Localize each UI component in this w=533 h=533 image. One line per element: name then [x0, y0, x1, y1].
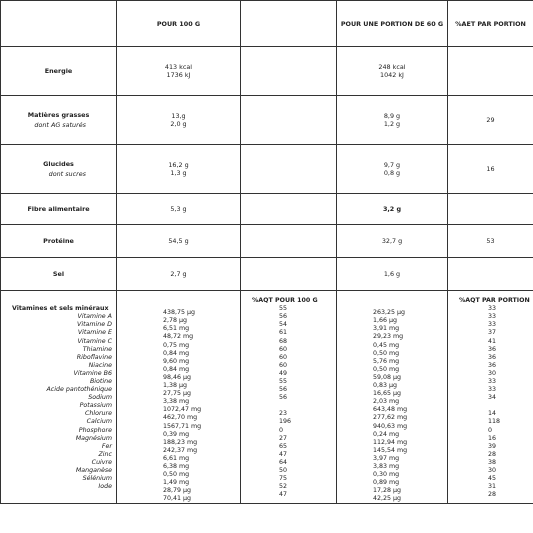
vitamins-names-list	[1, 313, 116, 491]
energy-portion-kcal: 248 kcal	[378, 63, 406, 71]
vitamin-aqt100-value: 60	[279, 361, 288, 369]
fat-label-cell	[1, 96, 117, 145]
vitamin-per100-value: 0,84 mg	[163, 365, 190, 373]
fat-blank	[241, 96, 337, 145]
vitamin-name: Niacine	[88, 361, 112, 369]
aqt-portion-header: %AQT PAR PORTION	[459, 297, 530, 305]
vitamin-aqt-portion-value: 33	[488, 305, 497, 313]
vitamin-aqt100-value: 27	[279, 434, 288, 442]
vitamins-aqt-portion-list	[448, 305, 533, 499]
vitamin-per100-value: 0,75 mg	[163, 341, 190, 349]
vitamin-name: Potassium	[79, 402, 112, 410]
vitamin-per100-value: 438,75 µg	[163, 309, 196, 317]
vitamin-portion-value: 0,24 mg	[373, 430, 400, 438]
vitamin-aqt-portion-value: 16	[488, 434, 497, 442]
salt-label: Sel	[1, 258, 117, 291]
protein-label: Protéine	[1, 225, 117, 258]
vitamin-name: Sodium	[88, 394, 112, 402]
vitamin-aqt-portion-value: 39	[488, 442, 497, 450]
vitamin-name: Phosphore	[78, 426, 112, 434]
fiber-aet	[448, 194, 533, 225]
carbs-portion	[337, 145, 448, 194]
vitamin-portion-value: 145,54 mg	[373, 446, 408, 454]
vitamins-row	[1, 291, 533, 504]
vitamin-per100-value: 1,38 µg	[163, 382, 188, 390]
vitamin-portion-value: 263,25 µg	[373, 309, 406, 317]
vitamins-aqt-portion-cell	[448, 291, 533, 504]
vitamin-portion-value: 17,28 µg	[373, 487, 402, 495]
energy-portion	[337, 47, 448, 96]
carbs-label-cell	[1, 145, 117, 194]
header-per100: POUR 100 G	[117, 1, 241, 47]
fiber-per100: 5,3 g	[117, 194, 241, 225]
vitamin-portion-value: 59,08 µg	[373, 373, 402, 381]
vitamin-per100-value: 6,61 mg	[163, 454, 190, 462]
vitamins-aqt100-cell	[241, 291, 337, 504]
carbs-per100-total: 16,2 g	[168, 161, 189, 169]
vitamin-name: Vitamine C	[77, 337, 112, 345]
salt-row	[1, 258, 533, 291]
header-empty	[1, 1, 117, 47]
vitamin-aqt100-value: 52	[279, 483, 288, 491]
protein-per100: 54,5 g	[117, 225, 241, 258]
vitamin-aqt100-value: 0	[279, 426, 284, 434]
vitamin-portion-value: 3,97 mg	[373, 454, 400, 462]
vitamin-per100-value: 98,46 µg	[163, 373, 192, 381]
vitamin-per100-value: 2,78 µg	[163, 317, 188, 325]
vitamin-aqt-portion-value: 36	[488, 345, 497, 353]
fat-per100	[117, 96, 241, 145]
vitamin-name: Fer	[101, 442, 112, 450]
vitamin-per100-value: 70,41 µg	[163, 495, 192, 503]
vitamin-aqt-portion-value: 31	[488, 483, 497, 491]
vitamin-aqt-portion-value: 34	[488, 394, 497, 402]
carbs-blank	[241, 145, 337, 194]
energy-per100-kcal: 413 kcal	[164, 63, 193, 71]
carbs-row	[1, 145, 533, 194]
vitamin-aqt100-value: 55	[279, 305, 288, 313]
vitamin-name: Chlorure	[84, 410, 112, 418]
protein-portion: 32,7 g	[337, 225, 448, 258]
fiber-blank	[241, 194, 337, 225]
vitamin-aqt100-value: 65	[279, 442, 288, 450]
energy-per100-kj: 1736 kJ	[166, 71, 191, 79]
vitamin-aqt-portion-value: 45	[488, 475, 497, 483]
vitamins-portion-cell	[337, 291, 448, 504]
vitamin-per100-value: 0,84 mg	[163, 349, 190, 357]
vitamin-per100-value: 6,38 mg	[163, 462, 190, 470]
vitamin-portion-value: 0,83 µg	[373, 382, 398, 390]
vitamin-aqt-portion-value: 38	[488, 458, 497, 466]
vitamin-portion-value: 0,45 mg	[373, 341, 400, 349]
vitamin-per100-value: 1567,71 mg	[163, 422, 202, 430]
vitamin-aqt100-value: 64	[279, 458, 288, 466]
carbs-label: Glucides	[43, 160, 74, 168]
vitamin-name: Vitamine E	[77, 329, 112, 337]
vitamin-aqt100-value: 75	[279, 475, 288, 483]
vitamin-aqt100-value: 49	[279, 369, 288, 377]
carbs-per100-sugar: 1,3 g	[170, 169, 187, 177]
vitamin-portion-value: 42,25 µg	[373, 495, 402, 503]
vitamin-aqt-portion-value: 33	[488, 386, 497, 394]
vitamin-name: Vitamine A	[77, 313, 112, 321]
vitamin-aqt100-value: 60	[279, 353, 288, 361]
fat-per100-sat: 2,0 g	[170, 120, 187, 128]
fiber-portion: 3,2 g	[337, 194, 448, 225]
vitamin-aqt-portion-value: 37	[488, 329, 497, 337]
fat-sub-label: dont AG saturés	[34, 121, 86, 129]
vitamin-portion-value: 112,94 mg	[373, 438, 408, 446]
header-blank	[241, 1, 337, 47]
vitamin-per100-value: 1,49 mg	[163, 479, 190, 487]
vitamins-per100-cell	[117, 291, 241, 504]
vitamin-portion-value: 1,66 µg	[373, 317, 398, 325]
vitamin-aqt100-value: 55	[279, 377, 288, 385]
vitamin-aqt-portion-value: 33	[488, 321, 497, 329]
vitamin-aqt-portion-value: 118	[488, 418, 501, 426]
vitamin-aqt-portion-value	[488, 402, 533, 410]
vitamin-portion-value: 0,50 mg	[373, 365, 400, 373]
carbs-portion-sugar: 0,8 g	[383, 169, 401, 177]
fat-portion-sat: 1,2 g	[383, 120, 401, 128]
vitamin-aqt100-value: 23	[279, 410, 288, 418]
vitamin-aqt-portion-value: 41	[488, 337, 497, 345]
vitamin-per100-value: 3,38 mg	[163, 398, 190, 406]
vitamin-aqt100-value: 56	[279, 394, 288, 402]
energy-label: Energie	[1, 47, 117, 96]
protein-blank	[241, 225, 337, 258]
vitamin-aqt100-value: 68	[279, 337, 288, 345]
vitamin-portion-value: 3,91 mg	[373, 325, 400, 333]
vitamin-per100-value: 1072,47 mg	[163, 406, 202, 414]
vitamin-aqt100-value: 196	[279, 418, 292, 426]
fat-portion	[337, 96, 448, 145]
fat-aet: 29	[448, 96, 533, 145]
vitamin-name: Zinc	[98, 450, 112, 458]
vitamin-per100-value: 188,23 mg	[163, 438, 198, 446]
vitamin-aqt-portion-value: 36	[488, 361, 497, 369]
salt-aet	[448, 258, 533, 291]
fat-portion-total: 8,9 g	[383, 112, 401, 120]
protein-row	[1, 225, 533, 258]
header-portion: POUR UNE PORTION DE 60 G	[337, 1, 448, 47]
vitamin-portion-value: 277,62 mg	[373, 414, 408, 422]
vitamin-aqt100-value: 54	[279, 321, 288, 329]
vitamin-portion-value: 0,30 mg	[373, 471, 400, 479]
vitamin-aqt-portion-value: 28	[488, 450, 497, 458]
vitamin-aqt-portion-value: 30	[488, 467, 497, 475]
vitamin-aqt100-value: 60	[279, 345, 288, 353]
vitamin-portion-value: 2,03 mg	[373, 398, 400, 406]
vitamin-aqt-portion-value: 33	[488, 377, 497, 385]
carbs-sub-label: dont sucres	[48, 170, 86, 178]
vitamin-aqt-portion-value: 36	[488, 353, 497, 361]
vitamin-per100-value: 48,72 mg	[163, 333, 194, 341]
vitamin-name: Riboflavine	[76, 353, 112, 361]
vitamin-aqt-portion-value: 14	[488, 410, 497, 418]
vitamin-name: Magnésium	[75, 434, 112, 442]
vitamin-portion-value: 940,63 mg	[373, 422, 408, 430]
fat-per100-total: 13,g	[171, 112, 186, 120]
vitamin-aqt100-value: 50	[279, 467, 288, 475]
vitamin-name: Biotine	[89, 377, 112, 385]
vitamin-per100-value: 242,37 mg	[163, 446, 198, 454]
vitamin-per100-value: 28,79 µg	[163, 487, 192, 495]
vitamin-portion-value: 29,23 mg	[373, 333, 404, 341]
vitamin-portion-value: 0,50 mg	[373, 349, 400, 357]
salt-blank	[241, 258, 337, 291]
vitamin-name: Thiamine	[82, 345, 112, 353]
aqt100-header: %AQT POUR 100 G	[252, 297, 318, 305]
vitamin-per100-value: 0,50 mg	[163, 471, 190, 479]
vitamin-aqt-portion-value: 33	[488, 313, 497, 321]
vitamin-aqt-portion-value: 28	[488, 491, 497, 499]
header-row	[1, 1, 533, 47]
vitamin-portion-value: 3,83 mg	[373, 462, 400, 470]
vitamins-aqt100-list	[241, 305, 336, 499]
carbs-per100	[117, 145, 241, 194]
vitamin-portion-value: 5,76 mg	[373, 357, 400, 365]
vitamin-name: Manganèse	[75, 467, 112, 475]
vitamin-name: Cuivre	[91, 458, 112, 466]
fat-label: Matières grasses	[27, 111, 90, 119]
vitamin-per100-value: 6,51 mg	[163, 325, 190, 333]
vitamin-per100-value: 9,60 mg	[163, 357, 190, 365]
vitamin-aqt100-value	[279, 402, 336, 410]
vitamin-aqt-portion-value: 30	[488, 369, 497, 377]
vitamin-aqt100-value: 56	[279, 386, 288, 394]
vitamin-per100-value: 0,39 mg	[163, 430, 190, 438]
carbs-aet: 16	[448, 145, 533, 194]
vitamin-name: Vitamine B6	[73, 369, 112, 377]
vitamins-per100-list	[117, 301, 240, 503]
energy-aet	[448, 47, 533, 96]
vitamin-portion-value	[373, 301, 447, 309]
vitamin-name: Sélénium	[82, 475, 112, 483]
vitamin-aqt100-value: 56	[279, 313, 288, 321]
salt-per100: 2,7 g	[117, 258, 241, 291]
vitamin-name: Iode	[98, 483, 112, 491]
vitamin-portion-value: 643,48 mg	[373, 406, 408, 414]
vitamin-name: Calcium	[86, 418, 112, 426]
vitamins-names-cell	[1, 291, 117, 504]
vitamin-portion-value: 0,89 mg	[373, 479, 400, 487]
vitamin-name: Acide pantothénique	[46, 386, 112, 394]
vitamin-aqt100-value: 47	[279, 450, 288, 458]
vitamin-per100-value: 27,75 µg	[163, 390, 192, 398]
vitamins-title: Vitamines et sels minéraux	[12, 305, 109, 313]
vitamin-per100-value: 462,70 mg	[163, 414, 198, 422]
vitamin-aqt100-value: 61	[279, 329, 288, 337]
vitamin-name: Vitamine D	[77, 321, 112, 329]
energy-per100	[117, 47, 241, 96]
salt-portion: 1,6 g	[337, 258, 448, 291]
vitamins-portion-list	[337, 301, 447, 503]
carbs-portion-total: 9,7 g	[383, 161, 401, 169]
protein-aet: 53	[448, 225, 533, 258]
vitamin-per100-value	[163, 301, 240, 309]
energy-row	[1, 47, 533, 96]
vitamin-aqt-portion-value: 0	[488, 426, 493, 434]
header-aet: %AET PAR PORTION	[448, 1, 533, 47]
vitamin-portion-value: 16,65 µg	[373, 390, 402, 398]
fiber-row	[1, 194, 533, 225]
fat-row	[1, 96, 533, 145]
energy-blank	[241, 47, 337, 96]
vitamin-aqt100-value: 47	[279, 491, 288, 499]
energy-portion-kj: 1042 kJ	[380, 71, 404, 79]
fiber-label: Fibre alimentaire	[1, 194, 117, 225]
